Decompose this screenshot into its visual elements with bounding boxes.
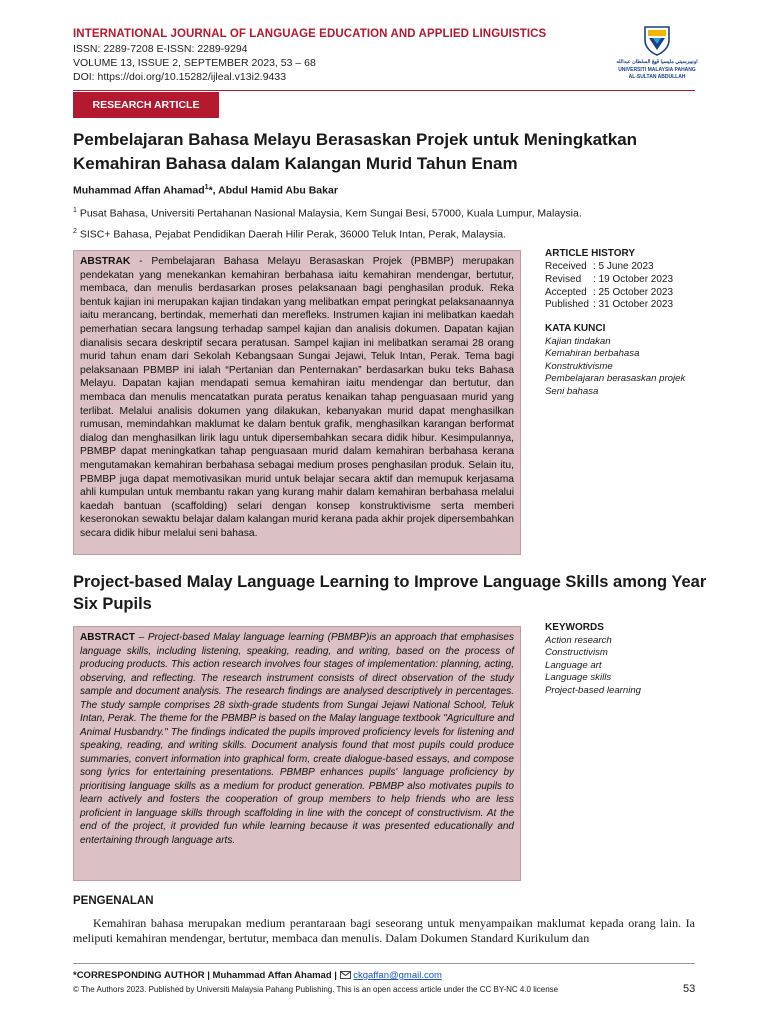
- kata-kunci-item: Pembelajaran berasaskan projek: [545, 373, 686, 384]
- intro-paragraph: Kemahiran bahasa merupakan medium perantaraan bagi seseorang untuk menyampaikan maklumat kepada orang lain. Ia meliputi kemahiran mendengar, bertutur, membaca dan menulis. Dalam Dokumen Standard Kurikulum dan: [73, 916, 695, 945]
- abstrak-label: ABSTRAK: [80, 256, 131, 267]
- title-english: Project-based Malay Language Learning to Improve Language Skills among Year Six Pupils: [73, 573, 707, 613]
- footer-divider: [73, 963, 695, 964]
- envelope-icon: [340, 971, 351, 979]
- doi-link[interactable]: DOI: https://doi.org/10.15282/ijleal.v13i2.9433: [73, 71, 287, 83]
- keyword-item: Project-based learning: [545, 685, 641, 696]
- logo-jawi: اونيبرسيتي مليسيا ڤهڠ السلطان عبدالله: [616, 59, 698, 65]
- issn-line: ISSN: 2289-7208 E-ISSN: 2289-9294: [73, 43, 248, 55]
- corresponding-mark: *: [208, 184, 213, 197]
- kata-kunci-item: Seni bahasa: [545, 386, 599, 397]
- abstrak-text: ABSTRAK - Pembelajaran Bahasa Melayu Berasaskan Projek (PBMBP) merupakan pendekatan yang menekankan kemahiran berbahasa iaitu kemahiran mendengar, bertutur, membaca, dan menulis berdasarkan proses pelaksanaan bagi penghasilan produk. Reka bentuk kajian ini merupakan kajian tindakan yang melibatkan empat peringkat pelaksanaannya iaitu merancang, bertindak, memerhati dan merefleks. Instrumen kajian ini melibatkan kaedah pemerhatian secara langsung terhadap sampel kajian dan analisis dokumen. Dapatan kajian dianalisis secara deskriptif secara peratusan. Sampel kajian ini melibatkan seramai 28 orang murid tahun enam dari Sekolah Kebangsaan Sungai Jejawi, Teluk Intan, Perak. Tema bagi pelaksanaan PBMBP ini ialah “Pertanian dan Penternakan” berdasarkan buku teks Bahasa Melayu. Dapatan kajian mendapati semua kemahiran iaitu mendengar dan bertutur, dan membaca dan menulis mencatatkan purata peratus kenaikan tahap penguasaan murid yang terlibat. Melalui analisis dokumen yang dilakukan, kebanyakan murid dapat menghasilkan rumusan, memindahkan maklumat ke dalam bentuk grafik, menghasilkan karangan berformat dialog dan menghasilkan lirik lagu untuk dipersembahkan secara didik hibur. Kesimpulannya, PBMBP dapat meningkatkan tahap penguasaan murid dalam kemahiran berbahasa kerana mengutamakan kemahiran berbahasa sebagai medium proses penghasilan produk. Selain itu, PBMBP juga dapat memotivasikan murid untuk belajar secara aktif dan memupuk kerjasama ahli kumpulan untuk membantu rakan yang kurang mahir dalam kemahiran berbahasa melalui kaedah bantuan (scaffolding) selari dengan konsep konstruktivisme serta memberi keseronokan sewaktu belajar dalam kalangan murid kerana pada akhir projek dipersembahkan secara didik hibur melalui seni bahasa.: [80, 256, 514, 539]
- kata-kunci-heading: KATA KUNCI: [545, 323, 606, 334]
- affiliation-2: $^2$ SISC+ Bahasa, Pejabat Pendidikan Daerah Hilir Perak, 36000 Teluk Intan, Perak, Malaysia.: [73, 228, 507, 241]
- logo-line-university: UNIVERSITI MALAYSIA PAHANG: [618, 67, 696, 73]
- article-history-heading: ARTICLE HISTORY: [545, 248, 636, 259]
- author-2: Abdul Hamid Abu Bakar: [218, 184, 338, 197]
- author-1: Muhammad Affan Ahamad: [73, 184, 205, 197]
- keywords-heading: KEYWORDS: [545, 622, 604, 633]
- abstract-label: ABSTRACT: [80, 632, 135, 643]
- keyword-item: Language art: [545, 660, 602, 671]
- article-type-badge: RESEARCH ARTICLE: [73, 92, 219, 118]
- section-heading: PENGENALAN: [73, 895, 154, 907]
- page-number: 53: [683, 983, 696, 995]
- kata-kunci-item: Kajian tindakan: [545, 336, 611, 347]
- email-link[interactable]: ckgaffan@gmail.com: [353, 970, 442, 981]
- abstract-box: [73, 626, 521, 881]
- kata-kunci-item: Konstruktivisme: [545, 361, 613, 372]
- abstrak-box: [73, 250, 521, 555]
- kata-kunci-item: Kemahiran berbahasa: [545, 348, 640, 359]
- volume-line: VOLUME 13, ISSUE 2, SEPTEMBER 2023, 53 – 68: [73, 57, 316, 69]
- history-published: Published : 31 October 2023: [545, 299, 674, 310]
- university-logo: [612, 26, 702, 86]
- keyword-item: Language skills: [545, 672, 612, 683]
- logo-line-sultan: AL-SULTAN ABDULLAH: [628, 74, 686, 80]
- author-1-affil: 1: [204, 184, 209, 191]
- affiliation-1: $^1$ Pusat Bahasa, Universiti Pertahanan Nasional Malaysia, Kem Sungai Besi, 57000, Kuala Lumpur, Malaysia.: [73, 207, 582, 220]
- corresponding-author-line: *CORRESPONDING AUTHOR | Muhammad Affan Ahamad | ckgaffan@gmail.com: [73, 970, 442, 981]
- history-received: Received : 5 June 2023: [545, 261, 654, 272]
- shield-icon: [644, 26, 670, 56]
- keyword-item: Action research: [545, 635, 612, 646]
- author-list: Muhammad Affan Ahamad$^1$*, Abdul Hamid Abu Bakar: [73, 184, 338, 197]
- journal-title: INTERNATIONAL JOURNAL OF LANGUAGE EDUCATION AND APPLIED LINGUISTICS: [73, 28, 547, 40]
- header-divider: [73, 90, 695, 91]
- history-accepted: Accepted : 25 October 2023: [545, 287, 674, 298]
- title-malay: Pembelajaran Bahasa Melayu Berasaskan Projek untuk Meningkatkan Kemahiran Bahasa dalam Kalangan Murid Tahun Enam: [73, 130, 638, 173]
- history-revised: Revised : 19 October 2023: [545, 274, 674, 285]
- abstract-text: ABSTRACT – Project-based Malay language learning (PBMBP)is an approach that emphasises language skills, including listening, speaking, reading, and writing, based on the process of producing products. This action research involves four stages of implementation: planning, acting, observing, and reflecting. The research instrument consists of direct observation of the study sample and document analysis. The research findings are analysed descriptively in percentages. The study sample comprises 28 sixth-grade students from Sungai Jejawi National School, Teluk Intan, Perak. The theme for the PBMBP is based on the Malay language textbook "Agriculture and Animal Husbandry." The findings indicated the pupils improved proficiency levels for listening and speaking, reading, and writing skills. Document analysis found that most pupils could produce summaries, convert information into graphical form, create dialogue-based essays, and compose song lyrics for entertaining presentations. PBMBP enhances pupils' language proficiency by prioritising language skills as a medium for product generation. PBMBP also motivates pupils to learn actively and fosters the cooperation of group members to help friends who are less proficient in language skills through scaffolding in line with the concept of constructivism. At the end of the project, it provided fun while learning because it was presented educationally and entertaining through language arts.: [80, 632, 514, 846]
- license-text: © The Authors 2023. Published by Universiti Malaysia Pahang Publishing. This is an open access article under the CC BY-NC 4.0 license: [73, 985, 559, 994]
- keyword-item: Constructivism: [545, 647, 608, 658]
